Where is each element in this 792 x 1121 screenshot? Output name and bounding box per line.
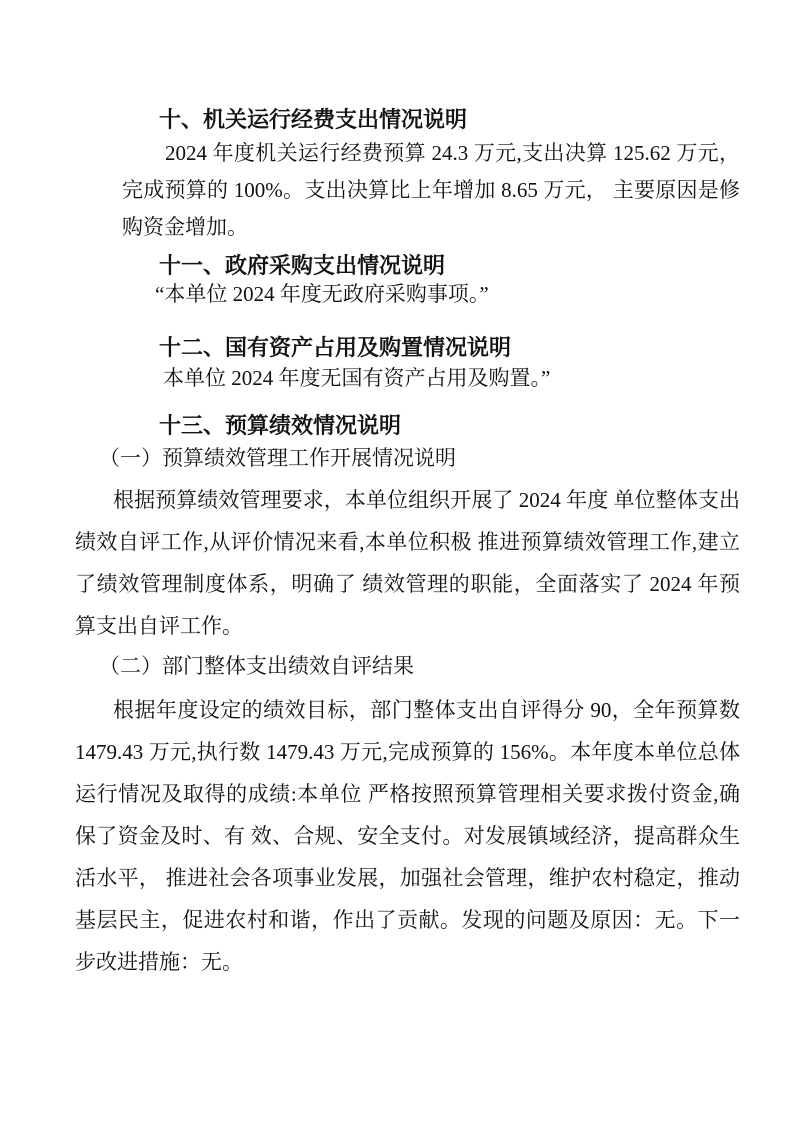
section-12-heading: 十二、国有资产占用及购置情况说明 (159, 335, 512, 360)
section-12-paragraph: 本单位 2024 年度无国有资产占用及购置。” (163, 366, 551, 390)
section-10-heading: 十、机关运行经费支出情况说明 (159, 107, 468, 132)
section-13-subheading-2: （二）部门整体支出绩效自评结果 (99, 654, 414, 678)
section-13-paragraph-2: 根据年度设定的绩效目标，部门整体支出自评得分 90，全年预算数 1479.43 万元,执行数 1479.43 万元,完成预算的 156%。本年度本单位总体运行情况及取得的成绩:本单位 严格按照预算管理相关要求拨付资金,确保了资金及时、有 效、合规、安全支付。对发展镇域经济，提高群众生活水平， 推进社会各项事业发展，加强社会管理，维护农村稳定，推动基层民主，促进农村和谐，作出了贡献。发现的问题及原因：无。下一步改进措施：无。 (75, 698, 740, 974)
section-13-paragraph-1: 根据预算绩效管理要求，本单位组织开展了 2024 年度 单位整体支出绩效自评工作,从评价情况来看,本单位积极 推进预算绩效管理工作,建立了绩效管理制度体系，明确了 绩效管理的职能，全面落实了 2024 年预算支出自评工作。 (75, 488, 740, 638)
section-10-paragraph: 2024 年度机关运行经费预算 24.3 万元,支出决算 125.62 万元， 完成预算的 100%。支出决算比上年增加 8.65 万元， 主要原因是修购资金增加。 (122, 141, 740, 239)
section-13-heading: 十三、预算绩效情况说明 (159, 413, 402, 438)
section-11-quote: “本单位 2024 年度无政府采购事项。” (155, 282, 489, 306)
section-13-subheading-1: （一）预算绩效管理工作开展情况说明 (99, 446, 456, 470)
section-11-heading: 十一、政府采购支出情况说明 (159, 253, 446, 278)
